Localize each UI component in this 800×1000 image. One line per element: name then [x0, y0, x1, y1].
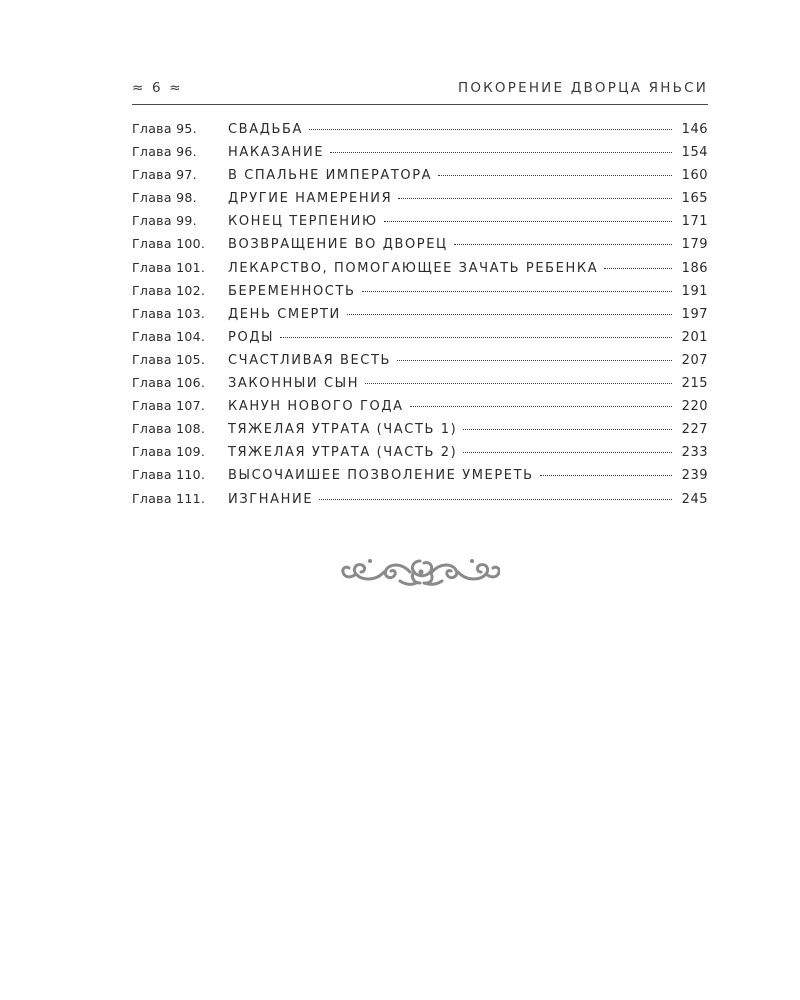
- chapter-title: СЧАСТЛИВАЯ ВЕСТЬ: [228, 352, 392, 368]
- chapter-label: Глава 103.: [132, 305, 206, 321]
- dot-leader: [604, 268, 672, 269]
- chapter-title: ЛЕКАРСТВО, ПОМОГАЮЩЕЕ ЗАЧАТЬ РЕБЕНКА: [228, 260, 599, 276]
- dot-leader: [398, 198, 672, 199]
- page-number-ref: 220: [681, 399, 708, 415]
- chapter-label: Глава 98.: [132, 190, 197, 206]
- chapter-title: ЗАКОННЫЙ СЫН: [228, 376, 360, 392]
- chapter-label: Глава 99.: [132, 213, 197, 229]
- toc-entry: [132, 467, 708, 490]
- toc-entry: [132, 260, 708, 283]
- chapter-title: ТЯЖЕЛАЯ УТРАТА (ЧАСТЬ 2): [228, 445, 458, 461]
- chapter-label: Глава 100.: [132, 236, 206, 252]
- running-header: [132, 76, 708, 100]
- chapter-title: ДЕНЬ СМЕРТИ: [228, 306, 341, 322]
- chapter-label: Глава 96.: [132, 144, 197, 160]
- page-number-ref: 245: [681, 491, 708, 507]
- toc-entry: [132, 444, 708, 467]
- toc-entry: [132, 352, 708, 375]
- dot-leader: [280, 337, 672, 338]
- chapter-label: Глава 101.: [132, 259, 206, 275]
- page-number-ref: 186: [681, 260, 708, 276]
- chapter-title: СВАДЬБА: [228, 122, 303, 137]
- dot-leader: [384, 221, 672, 222]
- chapter-title: КАНУН НОВОГО ГОДА: [228, 399, 404, 415]
- dot-leader: [540, 475, 672, 476]
- scroll-flourish-icon: [340, 555, 500, 589]
- chapter-label: Глава 104.: [132, 328, 206, 344]
- page-number-ref: 179: [681, 237, 708, 253]
- table-of-contents: [132, 121, 708, 514]
- chapter-title: ДРУГИЕ НАМЕРЕНИЯ: [228, 191, 393, 207]
- chapter-label: Глава 110.: [132, 467, 206, 483]
- page-number-ref: 191: [681, 283, 708, 299]
- chapter-title: В СПАЛЬНЕ ИМПЕРАТОРА: [228, 168, 433, 184]
- running-title: ПОКОРЕНИЕ ДВОРЦА ЯНЬСИ: [457, 80, 708, 96]
- page-number-ref: 154: [681, 145, 708, 161]
- dot-leader: [347, 314, 672, 315]
- dot-leader: [309, 129, 672, 130]
- toc-entry: [132, 190, 708, 213]
- dot-leader: [319, 499, 672, 500]
- chapter-label: Глава 102.: [132, 282, 206, 298]
- toc-entry: [132, 236, 708, 259]
- dot-leader: [330, 152, 672, 153]
- chapter-title: БЕРЕМЕННОСТЬ: [228, 283, 356, 299]
- chapter-title: ВОЗВРАЩЕНИЕ ВО ДВОРЕЦ: [228, 237, 448, 253]
- header-rule: [132, 104, 708, 105]
- chapter-title: ВЫСОЧАЙШЕЕ ПОЗВОЛЕНИЕ УМЕРЕТЬ: [228, 468, 534, 484]
- chapter-title: ИЗГНАНИЕ: [228, 491, 314, 507]
- page-number-ref: 165: [681, 191, 708, 207]
- toc-entry: [132, 213, 708, 236]
- chapter-label: Глава 108.: [132, 421, 206, 437]
- chapter-label: Глава 111.: [132, 490, 206, 506]
- page-number-ref: 171: [681, 214, 708, 230]
- toc-entry: [132, 306, 708, 329]
- chapter-title: НАКАЗАНИЕ: [228, 145, 325, 161]
- chapter-title: КОНЕЦ ТЕРПЕНИЮ: [228, 214, 378, 230]
- dot-leader: [463, 429, 672, 430]
- dot-leader: [397, 360, 672, 361]
- chapter-label: Глава 97.: [132, 167, 197, 183]
- dot-leader: [410, 406, 672, 407]
- page-number-ref: 160: [681, 168, 708, 184]
- chapter-label: Глава 95.: [132, 121, 197, 136]
- chapter-title: ТЯЖЕЛАЯ УТРАТА (ЧАСТЬ 1): [228, 422, 458, 438]
- page-number-ref: 146: [681, 122, 708, 137]
- toc-entry: [132, 421, 708, 444]
- toc-entry: [132, 283, 708, 306]
- dot-leader: [454, 244, 672, 245]
- page-number-ref: 227: [681, 422, 708, 438]
- toc-entry: [132, 491, 708, 514]
- dot-leader: [365, 383, 672, 384]
- dot-leader: [362, 291, 672, 292]
- page-number: ≈ 6 ≈: [132, 80, 183, 96]
- page-number-ref: 233: [681, 445, 708, 461]
- toc-entry: [132, 144, 708, 167]
- toc-entry: [132, 329, 708, 352]
- page-number-ref: 197: [681, 306, 708, 322]
- dot-leader: [463, 452, 672, 453]
- chapter-label: Глава 107.: [132, 398, 206, 414]
- chapter-label: Глава 105.: [132, 351, 206, 367]
- dot-leader: [438, 175, 672, 176]
- toc-entry: [132, 398, 708, 421]
- toc-entry: [132, 375, 708, 398]
- chapter-label: Глава 109.: [132, 444, 206, 460]
- toc-entry: [132, 121, 708, 144]
- page-number-ref: 201: [681, 329, 708, 345]
- page-number-ref: 207: [681, 352, 708, 368]
- page-number-ref: 215: [681, 376, 708, 392]
- page-number-ref: 239: [681, 468, 708, 484]
- chapter-label: Глава 106.: [132, 375, 206, 391]
- chapter-title: РОДЫ: [228, 329, 275, 345]
- toc-entry: [132, 167, 708, 190]
